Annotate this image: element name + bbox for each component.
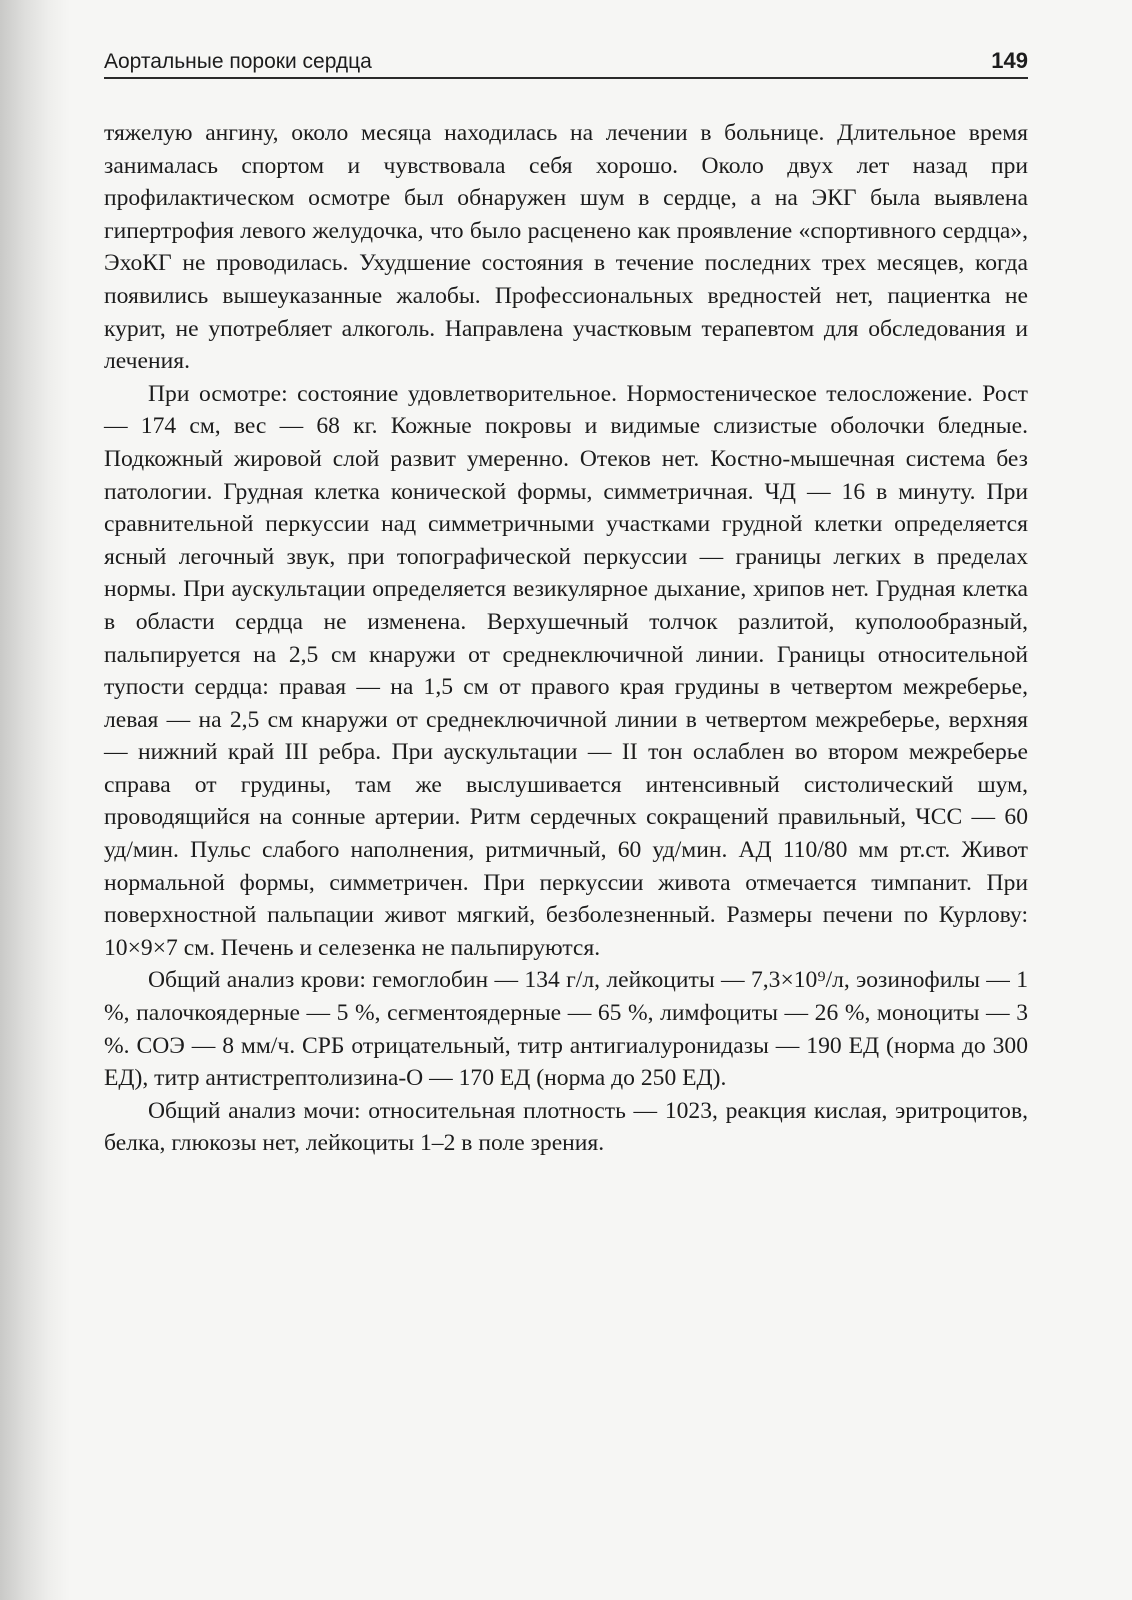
book-page [104,44,1028,1160]
paragraph-anamnesis-continued: тяжелую ангину, около месяца находилась на лечении в больнице. Длительное время занималась спортом и чувствовала себя хорошо. Около двух лет назад при профилактическом осмотре был обнаружен шум в сердце, а на ЭКГ была выявлена гипертрофия левого желудочка, что было расценено как проявление «спортивного сердца», ЭхоКГ не проводилась. Ухудшение состояния в течение последних трех месяцев, когда появились вышеуказанные жалобы. Профессиональных вредностей нет, пациентка не курит, не употребляет алкоголь. Направлена участковым терапевтом для обследования и лечения. [104,120,1028,375]
body-text [104,117,1028,1160]
paragraph-urine-test: Общий анализ мочи: относительная плотность — 1023, реакция кислая, эритроцитов, белка, глюкозы нет, лейкоциты 1–2 в поле зрения. [104,1097,1028,1157]
page-number: 149 [991,48,1028,73]
paragraph-blood-test: Общий анализ крови: гемоглобин — 134 г/л, лейкоциты — 7,3×10⁹/л, эозинофилы — 1 %, палочкоядерные — 5 %, сегментоядерные — 65 %, лимфоциты — 26 %, моноциты — 3 %. СОЭ — 8 мм/ч. СРБ отрицательный, титр антигиалуронидазы — 190 ЕД (норма до 300 ЕД), титр антистрептолизина-О — 170 ЕД (норма до 250 ЕД). [104,967,1028,1092]
paragraph-physical-exam: При осмотре: состояние удовлетворительное. Нормостеническое телосложение. Рост — 174 см, вес — 68 кг. Кожные покровы и видимые слизистые оболочки бледные. Подкожный жировой слой развит умеренно. Отеков нет. Костно-мышечная система без патологии. Грудная клетка конической формы, симметричная. ЧД — 16 в минуту. При сравнительной перкуссии над симметричными участками грудной клетки определяется ясный легочный звук, при топографической перкуссии — границы легких в пределах нормы. При аускультации определяется везикулярное дыхание, хрипов нет. Грудная клетка в области сердца не изменена. Верхушечный толчок разлитой, куполообразный, пальпируется на 2,5 см кнаружи от среднеключичной линии. Границы относительной тупости сердца: правая — на 1,5 см от правого края грудины в четвертом межреберье, левая — на 2,5 см кнаружи от среднеключичной линии в четвертом межреберье, верхняя — нижний край III ребра. При аускультации — II тон ослаблен во втором межреберье справа от грудины, там же выслушивается интенсивный систолический шум, проводящийся на сонные артерии. Ритм сердечных сокращений правильный, ЧСС — 60 уд/мин. Пульс слабого наполнения, ритмичный, 60 уд/мин. АД 110/80 мм рт.ст. Живот нормальной формы, симметричен. При перкуссии живота отмечается тимпанит. При поверхностной пальпации живот мягкий, безболезненный. Размеры печени по Курлову: 10×9×7 см. Печень и селезенка не пальпируются. [104,380,1028,961]
scan-edge-shadow [0,0,70,1600]
chapter-title: Аортальные пороки сердца [104,50,372,73]
running-header [104,44,1028,79]
